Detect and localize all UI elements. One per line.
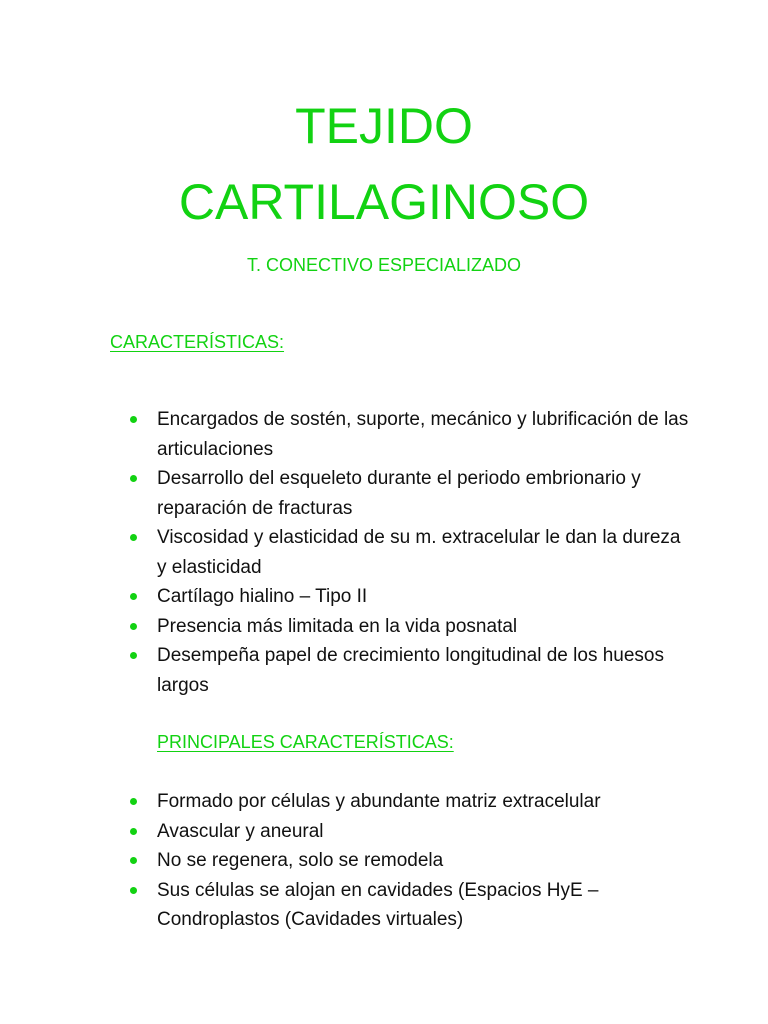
caracteristicas-list <box>130 405 690 700</box>
bullet-icon <box>130 887 137 894</box>
list-item <box>130 817 690 847</box>
list-item-text: Presencia más limitada en la vida posnatal <box>157 615 518 637</box>
list-item-text: Cartílago hialino – Tipo II <box>157 586 368 607</box>
subtitle: T. CONECTIVO ESPECIALIZADO <box>246 255 522 275</box>
list-item-text: Sus células se alojan en cavidades (Espacios HyE – Condroplastos (Cavidades virtuales) <box>157 879 599 930</box>
list-item <box>130 876 690 935</box>
bullet-icon <box>130 416 137 423</box>
list-item-text: Desempeña papel de crecimiento longitudinal de los huesos largos <box>157 645 664 696</box>
bullet-icon <box>130 534 137 541</box>
bullet-icon <box>130 652 137 659</box>
bullet-icon <box>130 593 137 600</box>
list-item-text: No se regenera, solo se remodela <box>157 850 444 871</box>
section-heading-principales-caracteristicas: PRINCIPALES CARACTERÍSTICAS: <box>157 732 454 752</box>
list-item <box>130 582 690 612</box>
list-item-text: Viscosidad y elasticidad de su m. extracelular le dan la dureza y elasticidad <box>157 527 681 578</box>
bullet-icon <box>130 857 137 864</box>
list-item <box>130 787 690 817</box>
bullet-icon <box>130 623 137 630</box>
list-item <box>130 846 690 876</box>
title-line-2: CARTILAGINOSO <box>178 174 590 230</box>
list-item <box>130 464 690 523</box>
section-heading-caracteristicas: CARACTERÍSTICAS: <box>110 332 285 352</box>
list-item-text: Avascular y aneural <box>157 820 324 842</box>
list-item <box>130 612 690 642</box>
principales-caracteristicas-list <box>130 787 690 935</box>
list-item-text: Desarrollo del esqueleto durante el periodo embrionario y reparación de fracturas <box>157 468 641 519</box>
bullet-icon <box>130 798 137 805</box>
list-item <box>130 405 690 464</box>
bullet-icon <box>130 475 137 482</box>
list-item-text: Formado por células y abundante matriz extracelular <box>157 791 601 812</box>
list-item <box>130 523 690 582</box>
bullet-icon <box>130 828 137 835</box>
title-line-1: TEJIDO <box>295 98 473 154</box>
list-item-text: Encargados de sostén, suporte, mecánico y lubrificación de las articulaciones <box>157 409 689 460</box>
list-item <box>130 641 690 700</box>
